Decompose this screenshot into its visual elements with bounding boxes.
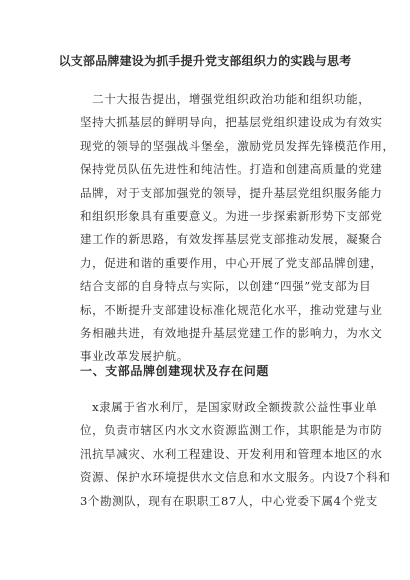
paragraph-line: 标，不断提升支部建设标准化规范化水平，推动党建与业	[80, 302, 383, 317]
paragraph-line: 现党的领导的坚强战斗堡垒，激励党员发挥先锋模范作用，	[80, 138, 395, 153]
paragraph-line: 保持党员队伍先进性和纯洁性。打造和创建高质量的党建	[80, 162, 383, 177]
paragraph-line: 力，促进和谐的重要作用，中心开展了党支部品牌创建，	[80, 255, 383, 270]
paragraph-line: 建工作的新思路，有效发挥基层党支部推动发展，凝聚合	[80, 232, 383, 247]
paragraph-line: 二十大报告提出，增强党组织政治功能和组织功能，	[80, 92, 371, 106]
paragraph-line: 3个勘测队，现有在职职工87人，中心党委下属4个党支	[80, 493, 378, 508]
paragraph-line: 务相融共进，有效地提升基层党建工作的影响力，为水文	[80, 325, 383, 340]
paragraph-line: 坚持大抓基层的鲜明导向，把基层党组织建设成为有效实	[80, 115, 383, 130]
paragraph-line: 结合支部的自身特点与实际，以创建“四强”党支部为目	[80, 279, 372, 294]
paragraph-line: 资源、保护水环境提供水文信息和水文服务。内设7个科和	[80, 470, 391, 485]
paragraph-line: 品牌，对于支部加强党的领导，提升基层党组织服务能力	[80, 185, 383, 200]
paragraph-line: 汛抗旱减灾、水利工程建设、开发利用和管理本地区的水	[80, 446, 383, 461]
section-paragraph	[80, 396, 391, 513]
section-heading: 一、支部品牌创建现状及存在问题	[80, 364, 270, 378]
paragraph-line: 和组织形象具有重要意义。为进一步探索新形势下支部党	[80, 208, 383, 223]
paragraph-line: 事业改革发展护航。	[80, 349, 189, 364]
paragraph-line: 位，负责市辖区内水文水资源监测工作，其职能是为市防	[80, 423, 383, 438]
intro-paragraph	[80, 88, 395, 369]
document-title: 以支部品牌建设为抓手提升党支部组织力的实践与思考	[58, 54, 352, 68]
paragraph-line: x隶属于省水利厅，是国家财政全额拨款公益性事业单	[80, 400, 378, 414]
